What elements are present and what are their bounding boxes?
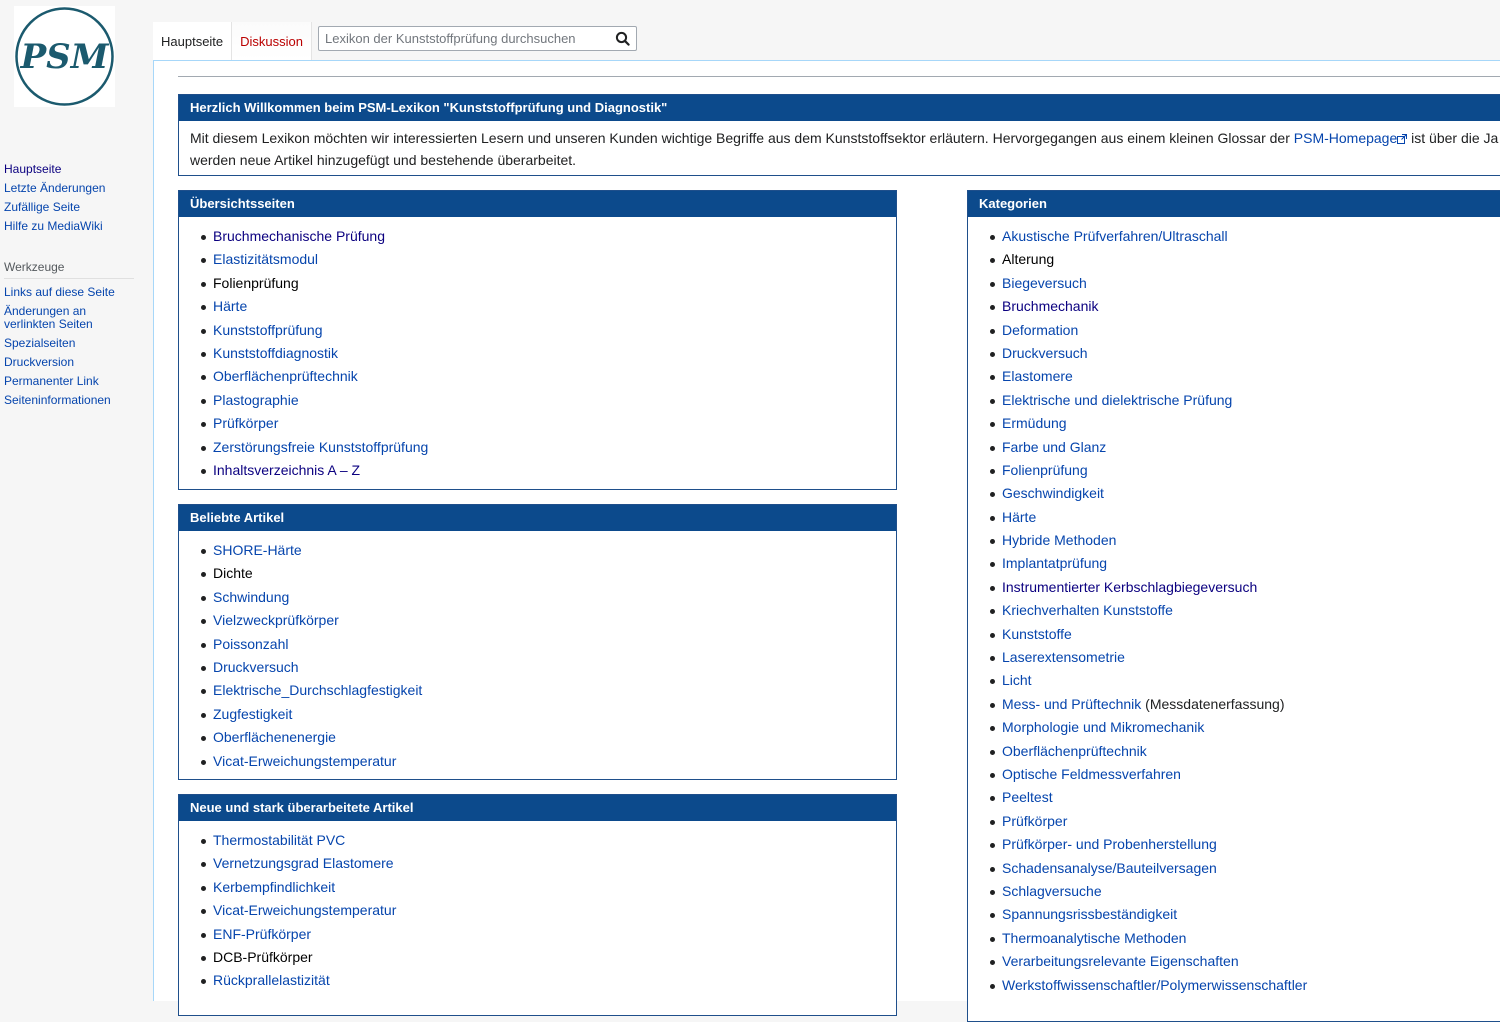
list-item-link[interactable]: Thermoanalytische Methoden (1002, 929, 1187, 946)
list-item-link[interactable]: Vernetzungsgrad Elastomere (213, 855, 394, 872)
list-item-link[interactable]: Druckversuch (1002, 344, 1088, 361)
list-item (201, 272, 896, 295)
new-articles-list (179, 821, 896, 993)
tab-main-page[interactable]: Hauptseite (153, 22, 232, 60)
divider (178, 76, 1500, 77)
list-item (990, 459, 1500, 482)
list-item-link[interactable]: Instrumentierter Kerbschlagbiegeversuch (1002, 578, 1258, 595)
list-item (201, 656, 896, 679)
list-item (990, 389, 1500, 412)
list-item (990, 833, 1500, 856)
list-item (201, 459, 896, 482)
list-item (201, 899, 896, 922)
list-item-link[interactable]: Kunststoffe (1002, 625, 1072, 642)
sidebar-tool-item[interactable]: Spezialseiten (4, 336, 76, 350)
welcome-text (179, 121, 1500, 177)
list-item (201, 225, 896, 248)
list-item-link[interactable]: Härte (213, 298, 248, 315)
welcome-text-line2: werden neue Artikel hinzugefügt und bestehende überarbeitet. (190, 152, 577, 168)
list-item (990, 763, 1500, 786)
list-item (990, 412, 1500, 435)
list-item-link[interactable]: Plastographie (213, 391, 299, 408)
list-item (990, 716, 1500, 739)
list-item (990, 506, 1500, 529)
search-box (318, 26, 637, 51)
sidebar-tools (0, 283, 150, 410)
list-item-link[interactable]: Bruchmechanische Prüfung (213, 228, 385, 244)
list-item-link[interactable]: Verarbeitungsrelevante Eigenschaften (1002, 953, 1239, 970)
list-item-link[interactable]: Werkstoffwissenschaftler/Polymerwissenschaftler (1002, 976, 1308, 993)
list-item (201, 389, 896, 412)
list-item (201, 319, 896, 342)
overview-list (179, 217, 896, 482)
list-item-link[interactable]: Elastizitätsmodul (213, 251, 319, 268)
overview-title: Übersichtsseiten (179, 191, 896, 217)
list-item (990, 436, 1500, 459)
list-item-link[interactable]: Schwindung (213, 588, 290, 605)
list-item-link[interactable]: Optische Feldmessverfahren (1002, 765, 1181, 782)
list-item-link[interactable]: Rückprallelastizität (213, 972, 330, 989)
list-item (990, 599, 1500, 622)
list-item-link[interactable]: Biegeversuch (1002, 274, 1087, 291)
list-item-link[interactable]: Härte (1002, 508, 1037, 525)
list-item (990, 482, 1500, 505)
list-item (201, 876, 896, 899)
list-item-link[interactable]: Zugfestigkeit (213, 705, 293, 722)
list-item (990, 740, 1500, 763)
site-logo[interactable] (14, 6, 115, 107)
list-item (990, 529, 1500, 552)
list-item-link[interactable]: ENF-Prüfkörper (213, 925, 312, 942)
list-item (201, 703, 896, 726)
list-item (990, 927, 1500, 950)
list-item-link[interactable]: Thermostabilität PVC (213, 832, 346, 848)
list-item (201, 852, 896, 875)
list-item-link[interactable]: Laserextensometrie (1002, 649, 1125, 666)
list-item-link[interactable]: Morphologie und Mikromechanik (1002, 719, 1205, 736)
sidebar-item[interactable]: Hauptseite (4, 162, 62, 176)
welcome-title: Herzlich Willkommen beim PSM-Lexikon "Kunststoffprüfung und Diagnostik" (179, 95, 1500, 121)
list-item-link[interactable]: Schadensanalyse/Bauteilversagen (1002, 859, 1217, 876)
sidebar-tool-item[interactable]: Änderungen an verlinkten Seiten (4, 304, 93, 331)
list-item (201, 412, 896, 435)
categories-list (968, 217, 1500, 997)
list-item-link[interactable]: Kriechverhalten Kunststoffe (1002, 602, 1173, 619)
list-item-link[interactable]: Vicat-Erweichungstemperatur (213, 752, 397, 769)
list-item-link[interactable]: Kerbempfindlichkeit (213, 878, 336, 895)
overview-box (178, 190, 897, 490)
list-item-link[interactable]: Geschwindigkeit (1002, 485, 1104, 502)
list-item-link[interactable]: Ermüdung (1002, 415, 1067, 432)
logo-text: PSM (20, 37, 109, 77)
list-item (201, 750, 896, 773)
popular-box (178, 504, 897, 780)
list-item (990, 623, 1500, 646)
list-item-link[interactable]: Inhaltsverzeichnis A – Z (213, 461, 361, 478)
list-item (990, 880, 1500, 903)
list-item-link[interactable]: Prüfkörper (1002, 812, 1068, 829)
list-item-link[interactable]: Bruchmechanik (1002, 298, 1099, 315)
list-item-link[interactable]: Folienprüfung (213, 274, 299, 291)
logo-icon (14, 6, 115, 107)
list-item-link[interactable]: Vicat-Erweichungstemperatur (213, 902, 397, 919)
welcome-box (178, 94, 1500, 176)
list-item (201, 248, 896, 271)
list-item (201, 679, 896, 702)
external-link-icon (1397, 134, 1407, 144)
list-item-link[interactable]: Licht (1002, 672, 1032, 689)
sidebar-item[interactable]: Zufällige Seite (4, 200, 81, 214)
popular-title: Beliebte Artikel (179, 505, 896, 531)
list-item (990, 857, 1500, 880)
list-item (201, 365, 896, 388)
list-item-link[interactable]: DCB-Prüfkörper (213, 948, 313, 965)
search-input[interactable] (319, 27, 611, 49)
list-item-link[interactable]: Poissonzahl (213, 635, 289, 652)
list-item-link[interactable]: Prüfkörper (213, 415, 279, 432)
list-item (990, 576, 1500, 599)
list-item (990, 248, 1500, 271)
list-item (990, 669, 1500, 692)
list-item (990, 225, 1500, 248)
list-item (201, 436, 896, 459)
list-item (990, 342, 1500, 365)
list-item (201, 726, 896, 749)
psm-homepage-link-label: PSM-Homepage (1293, 130, 1398, 146)
list-item-link[interactable]: Kunststoffprüfung (213, 321, 323, 338)
list-item-link[interactable]: Kunststoffdiagnostik (213, 344, 339, 361)
categories-box (967, 190, 1500, 1022)
list-item-link[interactable]: Folienprüfung (1002, 461, 1088, 478)
page-tabs (153, 22, 312, 60)
list-item (201, 539, 896, 562)
sidebar-tool-item[interactable]: Permanenter Link (4, 374, 99, 388)
welcome-text-part: ist über die Ja (1407, 130, 1499, 146)
list-item-link[interactable]: Spannungsrissbeständigkeit (1002, 906, 1178, 923)
search-icon (614, 30, 632, 48)
sidebar-tool-item[interactable]: Seiteninformationen (4, 393, 111, 407)
list-item (990, 903, 1500, 926)
list-item (201, 586, 896, 609)
sidebar (0, 160, 150, 410)
list-item (201, 562, 896, 585)
list-item-link[interactable]: Vielzweckprüfkörper (213, 612, 339, 629)
list-item-link[interactable]: Oberflächenprüftechnik (1002, 742, 1147, 759)
list-item-note: (Messdatenerfassung) (1141, 695, 1285, 712)
list-item-link[interactable]: Implantatprüfung (1002, 555, 1108, 572)
list-item-link[interactable]: Elektrische und dielektrische Prüfung (1002, 391, 1233, 408)
new-articles-title: Neue und stark überarbeitete Artikel (179, 795, 896, 821)
list-item (201, 342, 896, 365)
psm-homepage-link[interactable] (1294, 130, 1408, 146)
list-item (201, 633, 896, 656)
sidebar-item[interactable]: Hilfe zu MediaWiki (4, 219, 103, 233)
list-item-link[interactable]: Oberflächenenergie (213, 729, 336, 746)
list-item-link[interactable]: Druckversuch (213, 658, 299, 675)
list-item-link[interactable]: Akustische Prüfverfahren/Ultraschall (1002, 228, 1228, 244)
list-item (201, 946, 896, 969)
sidebar-item[interactable]: Letzte Änderungen (4, 181, 106, 195)
list-item-link[interactable]: Oberflächenprüftechnik (213, 368, 358, 385)
list-item-link[interactable]: Prüfkörper- und Probenherstellung (1002, 836, 1217, 853)
list-item (201, 923, 896, 946)
list-item (201, 969, 896, 992)
sidebar-tool-item[interactable]: Links auf diese Seite (4, 285, 115, 299)
categories-title: Kategorien (968, 191, 1500, 217)
list-item-link[interactable]: Deformation (1002, 321, 1079, 338)
list-item-link[interactable]: Schlagversuche (1002, 882, 1102, 899)
tools-heading: Werkzeuge (4, 260, 134, 279)
list-item-link[interactable]: Alterung (1002, 251, 1055, 268)
list-item-link[interactable]: SHORE-Härte (213, 542, 302, 558)
new-articles-box (178, 794, 897, 1016)
sidebar-navigation (0, 160, 150, 236)
main-content (153, 60, 1500, 1001)
list-item (990, 646, 1500, 669)
list-item (990, 786, 1500, 809)
list-item (990, 810, 1500, 833)
sidebar-tool-item[interactable]: Druckversion (4, 355, 75, 369)
list-item-link[interactable]: Zerstörungsfreie Kunststoffprüfung (213, 438, 429, 455)
list-item (201, 295, 896, 318)
list-item (990, 693, 1500, 716)
list-item (201, 609, 896, 632)
list-item-link[interactable]: Elektrische_Durchschlagfestigkeit (213, 682, 423, 699)
list-item-link[interactable]: Dichte (213, 565, 253, 582)
tab-discussion[interactable]: Diskussion (232, 22, 312, 60)
list-item (990, 974, 1500, 997)
list-item-link[interactable]: Mess- und Prüftechnik (1002, 695, 1142, 712)
list-item (990, 272, 1500, 295)
list-item (201, 829, 896, 852)
search-button[interactable] (614, 30, 632, 48)
welcome-text-part: Mit diesem Lexikon möchten wir interessierten Lesern und unseren Kunden wichtige Begriffe aus dem Kunststoffsektor erläutern. Hervorgegangen aus einem kleinen Glossar der (190, 130, 1294, 146)
list-item (990, 950, 1500, 973)
popular-list (179, 531, 896, 773)
list-item (990, 552, 1500, 575)
list-item (990, 295, 1500, 318)
list-item-link[interactable]: Hybride Methoden (1002, 532, 1117, 549)
list-item (990, 365, 1500, 388)
list-item (990, 319, 1500, 342)
list-item-link[interactable]: Farbe und Glanz (1002, 438, 1107, 455)
list-item-link[interactable]: Peeltest (1002, 789, 1053, 806)
list-item-link[interactable]: Elastomere (1002, 368, 1073, 385)
